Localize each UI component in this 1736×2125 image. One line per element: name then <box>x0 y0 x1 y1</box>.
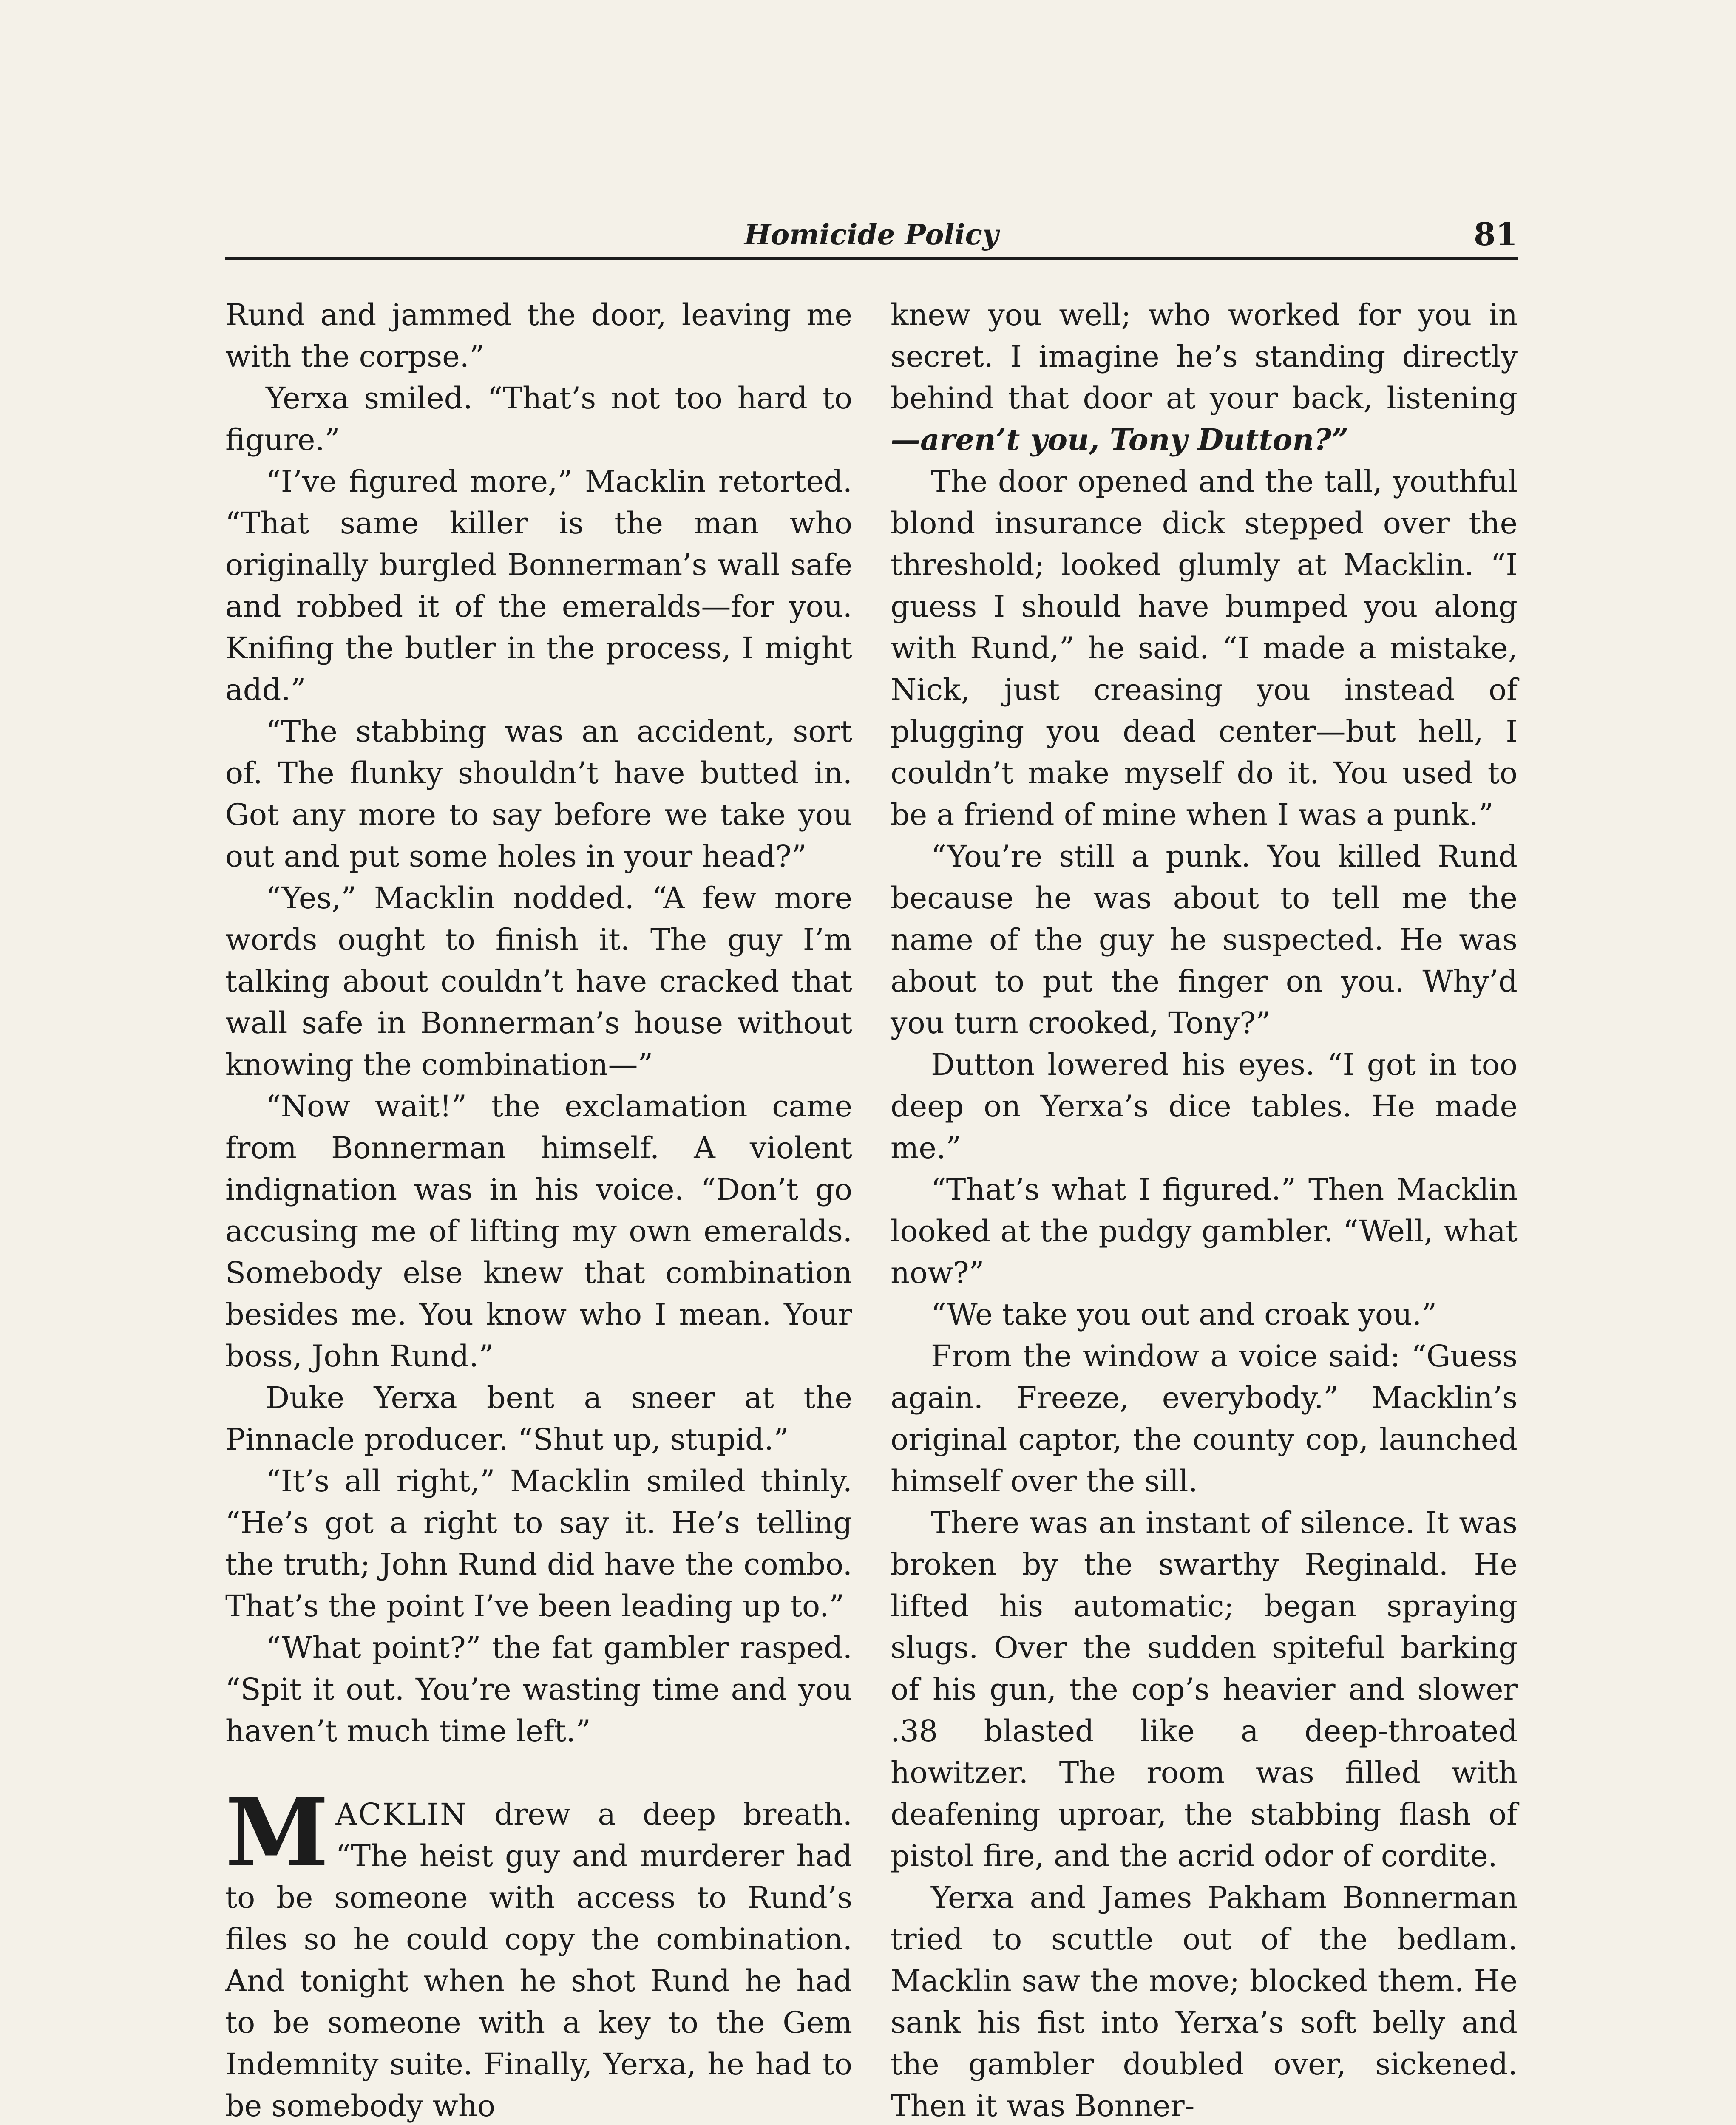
section-paragraph <box>225 1777 852 2125</box>
paragraph-text: knew you well; who worked for you in secret. I imagine he’s standing directly behind that door at your back, listening <box>891 298 1518 416</box>
paragraph: Rund and jammed the door, leaving me with the corpse.” <box>225 298 852 374</box>
small-caps-lead: ACKLIN <box>335 1797 468 1832</box>
paragraph: “It’s all right,” Macklin smiled thinly. “He’s got a right to say it. He’s telling the truth; John Rund did have the combo. That’s the point I’ve been leading up to.” <box>225 1464 852 1624</box>
right-column <box>891 294 1518 2125</box>
paragraph <box>891 294 1518 461</box>
paragraph: “Yes,” Macklin nodded. “A few more words ought to finish it. The guy I’m talking about couldn’t have cracked that wall safe in Bonnerman’s house without knowing the combination—” <box>225 881 852 1082</box>
paragraph: “Now wait!” the exclamation came from Bonnerman himself. A violent indignation was in his voice. “Don’t go accusing me of lifting my own emeralds. Somebody else knew that combination besides me. You know who I mean. Your boss, John Rund.” <box>225 1089 852 1374</box>
running-title: Homicide Policy <box>744 218 999 251</box>
italic-text: —aren’t you, Tony Dutton?” <box>891 422 1349 457</box>
page-number: 81 <box>1474 216 1518 253</box>
paragraph: From the window a voice said: “Guess again. Freeze, everybody.” Macklin’s original captor, the county cop, launched himself over the sill. <box>891 1339 1518 1499</box>
paragraph: Yerxa smiled. “That’s not too hard to figure.” <box>225 381 852 457</box>
header-rule <box>225 257 1518 260</box>
paragraph: There was an instant of silence. It was broken by the swarthy Reginald. He lifted his automatic; began spraying slugs. Over the sudden spiteful barking of his gun, the cop’s heavier and slower .38 blasted like a deep-throated howitzer. The room was filled with deafening uproar, the stabbing flash of pistol fire, and the acrid odor of cordite. <box>891 1505 1518 1873</box>
drop-cap: M <box>225 1777 329 1887</box>
paragraph: “We take you out and croak you.” <box>931 1297 1437 1332</box>
left-column <box>225 294 852 2125</box>
paragraph: “The stabbing was an accident, sort of. The flunky shouldn’t have butted in. Got any more to say before we take you out and put some holes in your head?” <box>225 714 852 874</box>
paragraph: “You’re still a punk. You killed Rund because he was about to tell me the name of the guy he suspected. He was about to put the finger on you. Why’d you turn crooked, Tony?” <box>891 839 1518 1040</box>
paragraph: Yerxa and James Pakham Bonnerman tried to scuttle out of the bedlam. Macklin saw the move; blocked them. He sank his fist into Yerxa’s soft belly and the gambler doubled over, sickened. Then it was Bonner- <box>891 1880 1518 2123</box>
paragraph: “What point?” the fat gambler rasped. “Spit it out. You’re wasting time and you haven’t much time left.” <box>225 1630 852 1748</box>
paragraph: “I’ve figured more,” Macklin retorted. “That same killer is the man who originally burgled Bonnerman’s wall safe and robbed it of the emeralds—for you. Knifing the butler in the process, I might add.” <box>225 464 852 707</box>
paragraph: Dutton lowered his eyes. “I got in too deep on Yerxa’s dice tables. He made me.” <box>891 1047 1518 1165</box>
paragraph-text: drew a deep breath. “The heist guy and murderer had to be someone with access to Rund’s files so he could copy the combination. And tonight when he shot Rund he had to be someone with a key to the Gem Indemnity suite. Finally, Yerxa, he had to be somebody who <box>225 1797 852 2123</box>
paragraph: The door opened and the tall, youthful blond insurance dick stepped over the threshold; looked glumly at Macklin. “I guess I should have bumped you along with Rund,” he said. “I made a mistake, Nick, just creasing you instead of plugging you dead center—but hell, I couldn’t make myself do it. You used to be a friend of mine when I was a punk.” <box>891 464 1518 832</box>
paragraph: Duke Yerxa bent a sneer at the Pinnacle producer. “Shut up, stupid.” <box>225 1380 852 1457</box>
running-header <box>225 215 1518 255</box>
paragraph: “That’s what I figured.” Then Macklin looked at the pudgy gambler. “Well, what now?” <box>891 1172 1518 1290</box>
